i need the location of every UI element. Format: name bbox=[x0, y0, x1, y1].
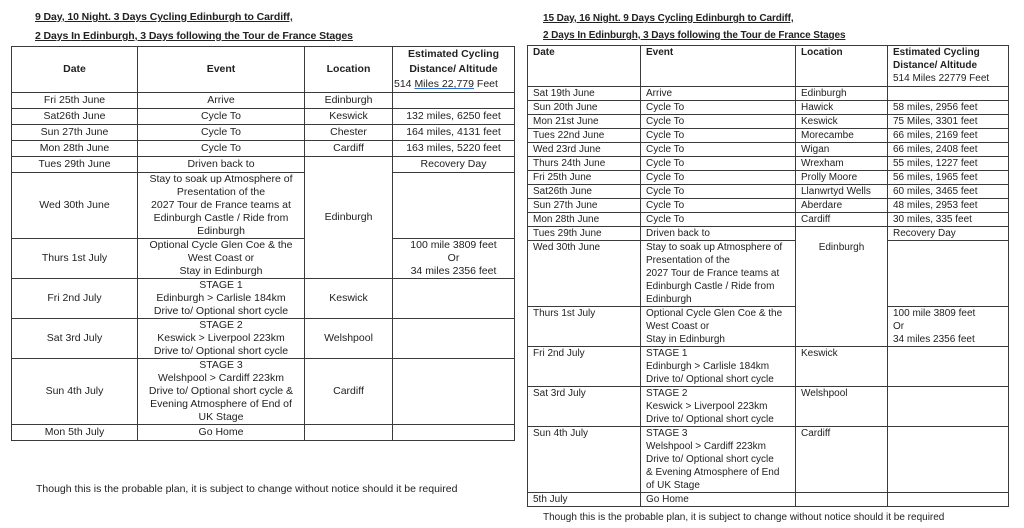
right-title-line-2-c: Edinburgh, 3 Days following the Tour de France Stages bbox=[586, 30, 846, 41]
location-cell: Morecambe bbox=[796, 129, 888, 143]
cell-line: Drive to/ Optional short cycle bbox=[153, 345, 289, 357]
cell-line: 34 miles 2356 feet bbox=[893, 334, 975, 345]
table-row bbox=[12, 319, 515, 359]
distance-cell bbox=[393, 359, 515, 425]
date-cell: Fri 25th June bbox=[528, 171, 641, 185]
location-cell bbox=[796, 493, 888, 507]
table-row bbox=[528, 199, 1009, 213]
location-cell: Wigan bbox=[796, 143, 888, 157]
distance-cell: 66 miles, 2169 feet bbox=[888, 129, 1009, 143]
date-cell: 5th July bbox=[528, 493, 641, 507]
event-cell: Cycle To bbox=[138, 125, 305, 141]
right-title-line-2 bbox=[543, 30, 845, 41]
table-row bbox=[528, 157, 1009, 171]
distance-cell bbox=[393, 173, 515, 239]
distance-cell bbox=[888, 307, 1009, 347]
left-itinerary-table bbox=[11, 46, 515, 441]
distance-cell: Recovery Day bbox=[888, 227, 1009, 241]
date-cell: Sun 4th July bbox=[12, 359, 138, 425]
cell-line: Drive to/ Optional short cycle & bbox=[148, 385, 294, 397]
table-row bbox=[12, 239, 515, 279]
distance-cell: 132 miles, 6250 feet bbox=[393, 109, 515, 125]
cell-line: Edinburgh Castle / Ride from bbox=[646, 281, 775, 292]
cell-line: 2027 Tour de France teams at bbox=[151, 199, 291, 211]
cell-line: Welshpool > Cardiff 223km bbox=[158, 372, 284, 384]
date-cell: Sat 19th June bbox=[528, 87, 641, 101]
header-date: Date bbox=[12, 47, 138, 93]
distance-cell: 30 miles, 335 feet bbox=[888, 213, 1009, 227]
date-cell: Sat26th June bbox=[12, 109, 138, 125]
right-title-line-2-a: 2 Days bbox=[543, 30, 578, 41]
event-cell: Cycle To bbox=[641, 129, 796, 143]
location-cell: Chester bbox=[305, 125, 393, 141]
location-cell-merged: Edinburgh bbox=[796, 227, 888, 347]
event-cell: Go Home bbox=[138, 425, 305, 441]
header-location: Location bbox=[305, 47, 393, 93]
header-event: Event bbox=[138, 47, 305, 93]
cell-line: Stay to soak up Atmosphere of bbox=[149, 173, 293, 185]
left-footnote: Though this is the probable plan, it is subject to change without notice should it be required bbox=[36, 483, 458, 495]
cell-line: STAGE 1 bbox=[199, 279, 243, 291]
table-row bbox=[528, 227, 1009, 241]
event-cell bbox=[138, 239, 305, 279]
location-cell: Aberdare bbox=[796, 199, 888, 213]
table-row bbox=[528, 129, 1009, 143]
right-title-line-2-spellcheck-word: In bbox=[577, 30, 587, 41]
location-cell: Keswick bbox=[796, 115, 888, 129]
cell-line: STAGE 3 bbox=[646, 428, 688, 439]
right-title-line-1: 15 Day, 16 Night. 9 Days Cycling Edinburgh to Cardiff, bbox=[543, 13, 794, 24]
header-distance bbox=[393, 47, 515, 93]
table-row bbox=[528, 101, 1009, 115]
location-cell: Cardiff bbox=[305, 359, 393, 425]
cell-line: Presentation of the bbox=[176, 186, 266, 198]
cell-line: Keswick > Liverpool 223km bbox=[646, 401, 768, 412]
date-cell: Sun 4th July bbox=[528, 427, 641, 493]
event-cell bbox=[641, 347, 796, 387]
total-b: Miles 22,779 bbox=[414, 78, 474, 90]
table-row bbox=[528, 185, 1009, 199]
date-cell: Mon 28th June bbox=[528, 213, 641, 227]
date-cell: Tues 22nd June bbox=[528, 129, 641, 143]
left-title-line-1: 9 Day, 10 Night. 3 Days Cycling Edinburgh to Cardiff, bbox=[35, 11, 293, 23]
date-cell: Tues 29th June bbox=[528, 227, 641, 241]
cell-line: Or bbox=[447, 252, 460, 264]
event-cell bbox=[138, 319, 305, 359]
left-title-line-2 bbox=[35, 30, 353, 42]
cell-line: STAGE 3 bbox=[199, 359, 243, 371]
distance-cell bbox=[393, 425, 515, 441]
table-row bbox=[528, 347, 1009, 387]
location-cell: Edinburgh bbox=[796, 87, 888, 101]
event-cell: Cycle To bbox=[641, 115, 796, 129]
header-distance-label: Estimated Cycling Distance/ Altitude bbox=[407, 48, 500, 75]
cell-line: 100 mile 3809 feet bbox=[410, 239, 497, 251]
event-cell bbox=[641, 387, 796, 427]
event-cell bbox=[138, 359, 305, 425]
location-cell-merged: Edinburgh bbox=[305, 157, 393, 279]
header-distance-total bbox=[394, 77, 513, 92]
cell-line: Edinburgh bbox=[197, 225, 245, 237]
distance-cell: 163 miles, 5220 feet bbox=[393, 141, 515, 157]
event-cell bbox=[641, 427, 796, 493]
location-cell: Welshpool bbox=[796, 387, 888, 427]
distance-cell bbox=[888, 347, 1009, 387]
table-row bbox=[528, 493, 1009, 507]
date-cell: Thurs 1st July bbox=[528, 307, 641, 347]
cell-line: Stay in Edinburgh bbox=[179, 265, 263, 277]
distance-cell bbox=[888, 427, 1009, 493]
date-cell: Sun 27th June bbox=[12, 125, 138, 141]
event-cell: Driven back to bbox=[641, 227, 796, 241]
cell-line: Keswick > Liverpool 223km bbox=[157, 332, 285, 344]
event-cell: Arrive bbox=[641, 87, 796, 101]
cell-line: Evening Atmosphere of End of bbox=[150, 398, 292, 410]
location-cell: Keswick bbox=[305, 279, 393, 319]
left-title-line-2-a: 2 Days bbox=[35, 30, 72, 42]
location-cell: Cardiff bbox=[305, 141, 393, 157]
cell-line: Edinburgh > Carlisle 184km bbox=[646, 361, 770, 372]
date-cell: Fri 25th June bbox=[12, 93, 138, 109]
table-row bbox=[528, 387, 1009, 427]
cell-line: STAGE 2 bbox=[646, 388, 688, 399]
table-row bbox=[528, 87, 1009, 101]
header-distance-label: Estimated Cycling Distance/ Altitude bbox=[893, 47, 980, 71]
cell-line: Drive to/ Optional short cycle bbox=[646, 454, 774, 465]
table-row bbox=[528, 307, 1009, 347]
table-row bbox=[528, 427, 1009, 493]
header-location: Location bbox=[796, 46, 888, 87]
distance-cell bbox=[888, 493, 1009, 507]
distance-cell bbox=[393, 93, 515, 109]
distance-cell bbox=[393, 279, 515, 319]
right-footnote: Though this is the probable plan, it is subject to change without notice should it be required bbox=[543, 512, 945, 523]
event-cell: Cycle To bbox=[641, 171, 796, 185]
cell-line: Welshpool > Cardiff 223km bbox=[646, 441, 766, 452]
left-title-line-2-c: Edinburgh, 3 Days following the Tour de France Stages bbox=[80, 30, 353, 42]
date-cell: Wed 30th June bbox=[528, 241, 641, 307]
distance-cell bbox=[393, 239, 515, 279]
event-cell: Cycle To bbox=[641, 199, 796, 213]
date-cell: Mon 28th June bbox=[12, 141, 138, 157]
date-cell: Wed 23rd June bbox=[528, 143, 641, 157]
cell-line: Drive to/ Optional short cycle bbox=[646, 374, 774, 385]
cell-line: Edinburgh Castle / Ride from bbox=[153, 212, 289, 224]
event-cell: Driven back to bbox=[138, 157, 305, 173]
distance-cell: 75 Miles, 3301 feet bbox=[888, 115, 1009, 129]
table-row bbox=[12, 93, 515, 109]
event-cell: Cycle To bbox=[641, 101, 796, 115]
cell-line: Edinburgh bbox=[646, 294, 692, 305]
cell-line: of UK Stage bbox=[646, 480, 700, 491]
event-cell bbox=[641, 307, 796, 347]
cell-line: 34 miles 2356 feet bbox=[410, 265, 497, 277]
date-cell: Tues 29th June bbox=[12, 157, 138, 173]
location-cell: Cardiff bbox=[796, 213, 888, 227]
cell-line: Stay to soak up Atmosphere of bbox=[646, 242, 783, 253]
cell-line: West Coast or bbox=[187, 252, 255, 264]
distance-cell: 56 miles, 1965 feet bbox=[888, 171, 1009, 185]
table-row bbox=[12, 125, 515, 141]
cell-line: Edinburgh > Carlisle 184km bbox=[156, 292, 286, 304]
cell-line: Drive to/ Optional short cycle bbox=[646, 414, 774, 425]
event-cell bbox=[138, 173, 305, 239]
table-row bbox=[12, 279, 515, 319]
location-cell: Hawick bbox=[796, 101, 888, 115]
location-cell: Keswick bbox=[305, 109, 393, 125]
table-row bbox=[528, 213, 1009, 227]
location-cell: Welshpool bbox=[305, 319, 393, 359]
cell-line: Optional Cycle Glen Coe & the bbox=[646, 308, 783, 319]
table-row bbox=[528, 171, 1009, 185]
header-distance-total: 514 Miles 22779 Feet bbox=[893, 73, 990, 84]
table-row bbox=[528, 241, 1009, 307]
date-cell: Thurs 24th June bbox=[528, 157, 641, 171]
location-cell: Keswick bbox=[796, 347, 888, 387]
table-row bbox=[12, 359, 515, 425]
distance-cell bbox=[888, 87, 1009, 101]
cell-line: 100 mile 3809 feet bbox=[893, 308, 976, 319]
right-itinerary-table bbox=[527, 45, 1009, 507]
date-cell: Fri 2nd July bbox=[12, 279, 138, 319]
location-cell: Llanwrtyd Wells bbox=[796, 185, 888, 199]
event-cell: Cycle To bbox=[641, 143, 796, 157]
distance-cell: Recovery Day bbox=[393, 157, 515, 173]
location-cell: Prolly Moore bbox=[796, 171, 888, 185]
event-cell: Go Home bbox=[641, 493, 796, 507]
event-cell: Arrive bbox=[138, 93, 305, 109]
table-row bbox=[12, 173, 515, 239]
event-cell bbox=[138, 279, 305, 319]
event-cell: Cycle To bbox=[641, 213, 796, 227]
cell-line: UK Stage bbox=[198, 411, 244, 423]
distance-cell bbox=[393, 319, 515, 359]
total-a: 514 bbox=[394, 78, 415, 90]
event-cell bbox=[641, 241, 796, 307]
distance-cell: 55 miles, 1227 feet bbox=[888, 157, 1009, 171]
cell-line: STAGE 2 bbox=[199, 319, 243, 331]
distance-cell: 48 miles, 2953 feet bbox=[888, 199, 1009, 213]
cell-line: West Coast or bbox=[646, 321, 710, 332]
cell-line: STAGE 1 bbox=[646, 348, 688, 359]
event-cell: Cycle To bbox=[641, 157, 796, 171]
header-event: Event bbox=[641, 46, 796, 87]
event-cell: Cycle To bbox=[641, 185, 796, 199]
date-cell: Sat 3rd July bbox=[528, 387, 641, 427]
distance-cell bbox=[888, 241, 1009, 307]
cell-line: Stay in Edinburgh bbox=[646, 334, 725, 345]
cell-line: Optional Cycle Glen Coe & the bbox=[149, 239, 293, 251]
table-header-row bbox=[12, 47, 515, 93]
date-cell: Fri 2nd July bbox=[528, 347, 641, 387]
cell-line: Drive to/ Optional short cycle bbox=[153, 305, 289, 317]
table-header-row bbox=[528, 46, 1009, 87]
date-cell: Mon 5th July bbox=[12, 425, 138, 441]
location-cell: Wrexham bbox=[796, 157, 888, 171]
cell-line: Presentation of the bbox=[646, 255, 730, 266]
table-row bbox=[12, 141, 515, 157]
date-cell: Sun 20th June bbox=[528, 101, 641, 115]
total-c: Feet bbox=[473, 78, 498, 90]
date-cell: Thurs 1st July bbox=[12, 239, 138, 279]
distance-cell: 164 miles, 4131 feet bbox=[393, 125, 515, 141]
date-cell: Sat26th June bbox=[528, 185, 641, 199]
table-row bbox=[12, 109, 515, 125]
distance-cell: 58 miles, 2956 feet bbox=[888, 101, 1009, 115]
date-cell: Sat 3rd July bbox=[12, 319, 138, 359]
event-cell: Cycle To bbox=[138, 141, 305, 157]
table-row bbox=[12, 157, 515, 173]
cell-line: Or bbox=[893, 321, 905, 332]
location-cell: Cardiff bbox=[796, 427, 888, 493]
table-row bbox=[528, 115, 1009, 129]
location-cell: Edinburgh bbox=[305, 93, 393, 109]
header-distance bbox=[888, 46, 1009, 87]
event-cell: Cycle To bbox=[138, 109, 305, 125]
cell-line: 2027 Tour de France teams at bbox=[646, 268, 780, 279]
date-cell: Wed 30th June bbox=[12, 173, 138, 239]
distance-cell: 60 miles, 3465 feet bbox=[888, 185, 1009, 199]
location-cell bbox=[305, 425, 393, 441]
left-title-line-2-spellcheck-word: In bbox=[71, 30, 81, 42]
table-row bbox=[528, 143, 1009, 157]
cell-line: & Evening Atmosphere of End bbox=[646, 467, 780, 478]
distance-cell: 66 miles, 2408 feet bbox=[888, 143, 1009, 157]
date-cell: Mon 21st June bbox=[528, 115, 641, 129]
distance-cell bbox=[888, 387, 1009, 427]
header-date: Date bbox=[528, 46, 641, 87]
date-cell: Sun 27th June bbox=[528, 199, 641, 213]
table-row bbox=[12, 425, 515, 441]
